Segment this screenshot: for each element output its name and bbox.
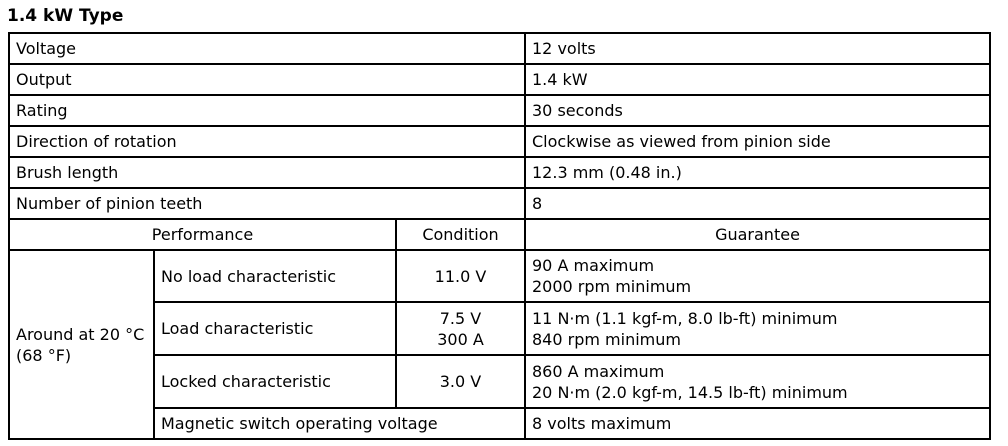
guarantee-value xyxy=(525,250,990,302)
condition-line: 300 A xyxy=(437,329,484,349)
guarantee-line: 860 A maximum xyxy=(532,361,665,381)
row-label: Direction of rotation xyxy=(9,126,525,157)
row-label: Number of pinion teeth xyxy=(9,188,525,219)
table-row xyxy=(9,302,990,355)
table-row xyxy=(9,188,990,219)
characteristic-name: Load characteristic xyxy=(154,302,396,355)
table-row xyxy=(9,126,990,157)
row-value: Clockwise as viewed from pinion side xyxy=(525,126,990,157)
table-row xyxy=(9,95,990,126)
table-row xyxy=(9,355,990,408)
condition-line: 7.5 V xyxy=(439,308,482,328)
row-label: Rating xyxy=(9,95,525,126)
condition-value xyxy=(396,250,525,302)
row-label: Voltage xyxy=(9,33,525,64)
table-row xyxy=(9,250,990,302)
table-row xyxy=(9,64,990,95)
row-value: 8 xyxy=(525,188,990,219)
magnetic-switch-value: 8 volts maximum xyxy=(525,408,990,439)
row-value: 12 volts xyxy=(525,33,990,64)
table-row xyxy=(9,33,990,64)
guarantee-line: 840 rpm minimum xyxy=(532,329,681,349)
guarantee-line: 20 N·m (2.0 kgf-m, 14.5 lb-ft) minimum xyxy=(532,382,848,402)
characteristic-name: No load characteristic xyxy=(154,250,396,302)
performance-header: Performance xyxy=(9,219,396,250)
table-row xyxy=(9,408,990,439)
table-row xyxy=(9,157,990,188)
condition-header: Condition xyxy=(396,219,525,250)
table-title: 1.4 kW Type xyxy=(7,6,124,26)
guarantee-line: 2000 rpm minimum xyxy=(532,277,692,296)
guarantee-header: Guarantee xyxy=(525,219,990,250)
magnetic-switch-label: Magnetic switch operating voltage xyxy=(154,408,525,439)
condition-line: 3.0 V xyxy=(439,372,482,391)
condition-value xyxy=(396,302,525,355)
row-label: Output xyxy=(9,64,525,95)
row-value: 1.4 kW xyxy=(525,64,990,95)
row-label: Brush length xyxy=(9,157,525,188)
guarantee-line: 90 A maximum xyxy=(532,256,655,275)
guarantee-value xyxy=(525,355,990,408)
condition-value xyxy=(396,355,525,408)
row-value: 12.3 mm (0.48 in.) xyxy=(525,157,990,188)
performance-header-row xyxy=(9,219,990,250)
condition-line: 11.0 V xyxy=(434,266,487,286)
guarantee-value xyxy=(525,302,990,355)
temperature-condition: Around at 20 °C (68 °F) xyxy=(9,250,154,439)
characteristic-name: Locked characteristic xyxy=(154,355,396,408)
row-value: 30 seconds xyxy=(525,95,990,126)
guarantee-line: 11 N·m (1.1 kgf-m, 8.0 lb-ft) minimum xyxy=(532,308,838,328)
specification-table xyxy=(8,32,991,440)
